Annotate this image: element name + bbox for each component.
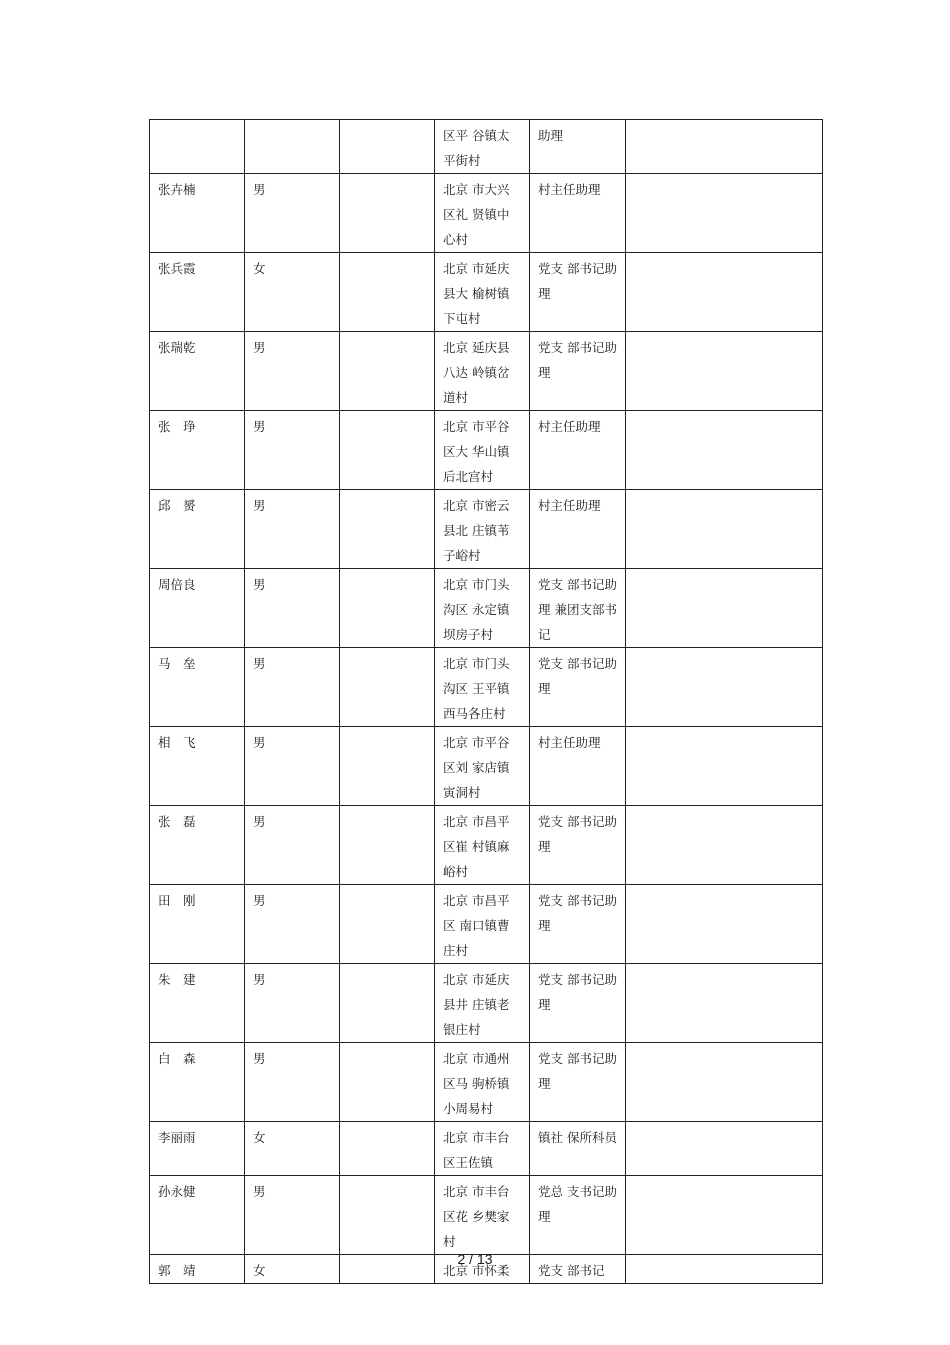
note-cell [626,648,823,727]
position-cell: 党支 部书记助理 [530,253,626,332]
table-row [150,1043,823,1122]
table-row [150,1122,823,1176]
table-row [150,648,823,727]
blank-cell [340,648,435,727]
blank-cell [340,806,435,885]
position-cell: 党支 部书记助理 [530,648,626,727]
location-cell: 北京 延庆县八达 岭镇岔道村 [435,332,530,411]
gender-cell: 男 [245,490,340,569]
location-cell: 北京 市昌平区 南口镇曹庄村 [435,885,530,964]
blank-cell [340,411,435,490]
location-cell: 区平 谷镇太平街村 [435,120,530,174]
roster-table-body [150,120,823,1284]
note-cell [626,1176,823,1255]
blank-cell [340,253,435,332]
location-cell: 北京 市延庆县大 榆树镇下屯村 [435,253,530,332]
name-cell: 张卉楠 [150,174,245,253]
table-row [150,1176,823,1255]
position-cell: 助理 [530,120,626,174]
position-cell: 镇社 保所科员 [530,1122,626,1176]
gender-cell: 男 [245,727,340,806]
table-row [150,806,823,885]
gender-cell: 男 [245,806,340,885]
gender-cell: 男 [245,569,340,648]
blank-cell [340,120,435,174]
note-cell [626,253,823,332]
position-cell: 党支 部书记助理 [530,806,626,885]
gender-cell: 女 [245,1255,340,1284]
blank-cell [340,490,435,569]
name-cell [150,120,245,174]
note-cell [626,569,823,648]
location-cell: 北京 市通州区马 驹桥镇小周易村 [435,1043,530,1122]
name-cell: 郭 靖 [150,1255,245,1284]
blank-cell [340,885,435,964]
note-cell [626,490,823,569]
gender-cell [245,120,340,174]
location-cell: 北京 市丰台区花 乡樊家村 [435,1176,530,1255]
blank-cell [340,569,435,648]
roster-table [149,119,823,1284]
note-cell [626,727,823,806]
table-row [150,727,823,806]
note-cell [626,411,823,490]
blank-cell [340,174,435,253]
location-cell: 北京 市大兴区礼 贤镇中心村 [435,174,530,253]
gender-cell: 男 [245,332,340,411]
gender-cell: 女 [245,1122,340,1176]
position-cell: 村主任助理 [530,411,626,490]
gender-cell: 男 [245,885,340,964]
gender-cell: 男 [245,648,340,727]
name-cell: 孙永健 [150,1176,245,1255]
location-cell: 北京 市昌平区崔 村镇麻峪村 [435,806,530,885]
position-cell: 党支 部书记 [530,1255,626,1284]
position-cell: 党支 部书记助理 [530,332,626,411]
name-cell: 李丽雨 [150,1122,245,1176]
table-row [150,120,823,174]
gender-cell: 男 [245,411,340,490]
table-row [150,490,823,569]
table-row [150,964,823,1043]
blank-cell [340,332,435,411]
name-cell: 张 磊 [150,806,245,885]
location-cell: 北京 市怀柔 [435,1255,530,1284]
blank-cell [340,727,435,806]
name-cell: 张 琤 [150,411,245,490]
note-cell [626,120,823,174]
gender-cell: 男 [245,1176,340,1255]
location-cell: 北京 市门头沟区 王平镇西马各庄村 [435,648,530,727]
note-cell [626,964,823,1043]
location-cell: 北京 市密云县北 庄镇苇子峪村 [435,490,530,569]
table-row [150,332,823,411]
position-cell: 村主任助理 [530,174,626,253]
location-cell: 北京 市丰台区王佐镇 [435,1122,530,1176]
location-cell: 北京 市平谷区刘 家店镇寅洞村 [435,727,530,806]
gender-cell: 男 [245,174,340,253]
name-cell: 朱 建 [150,964,245,1043]
blank-cell [340,1176,435,1255]
note-cell [626,1122,823,1176]
blank-cell [340,1122,435,1176]
name-cell: 张瑞乾 [150,332,245,411]
table-row [150,411,823,490]
position-cell: 村主任助理 [530,727,626,806]
name-cell: 马 垒 [150,648,245,727]
name-cell: 田 刚 [150,885,245,964]
position-cell: 党总 支书记助理 [530,1176,626,1255]
position-cell: 党支 部书记助理 [530,964,626,1043]
position-cell: 党支 部书记助理 [530,885,626,964]
location-cell: 北京 市门头沟区 永定镇坝房子村 [435,569,530,648]
note-cell [626,885,823,964]
gender-cell: 男 [245,1043,340,1122]
location-cell: 北京 市延庆县井 庄镇老银庄村 [435,964,530,1043]
name-cell: 白 森 [150,1043,245,1122]
page-number: 2 / 13 [457,1251,493,1267]
location-cell: 北京 市平谷区大 华山镇后北宫村 [435,411,530,490]
note-cell [626,806,823,885]
position-cell: 党支 部书记助理 [530,1043,626,1122]
name-cell: 周倍良 [150,569,245,648]
table-row [150,253,823,332]
name-cell: 邱 赟 [150,490,245,569]
name-cell: 张兵霞 [150,253,245,332]
note-cell [626,174,823,253]
position-cell: 党支 部书记助理 兼团支部书记 [530,569,626,648]
note-cell [626,1043,823,1122]
position-cell: 村主任助理 [530,490,626,569]
gender-cell: 女 [245,253,340,332]
blank-cell [340,1043,435,1122]
table-row [150,885,823,964]
note-cell [626,332,823,411]
blank-cell [340,964,435,1043]
gender-cell: 男 [245,964,340,1043]
table-row [150,569,823,648]
name-cell: 相 飞 [150,727,245,806]
table-row [150,174,823,253]
